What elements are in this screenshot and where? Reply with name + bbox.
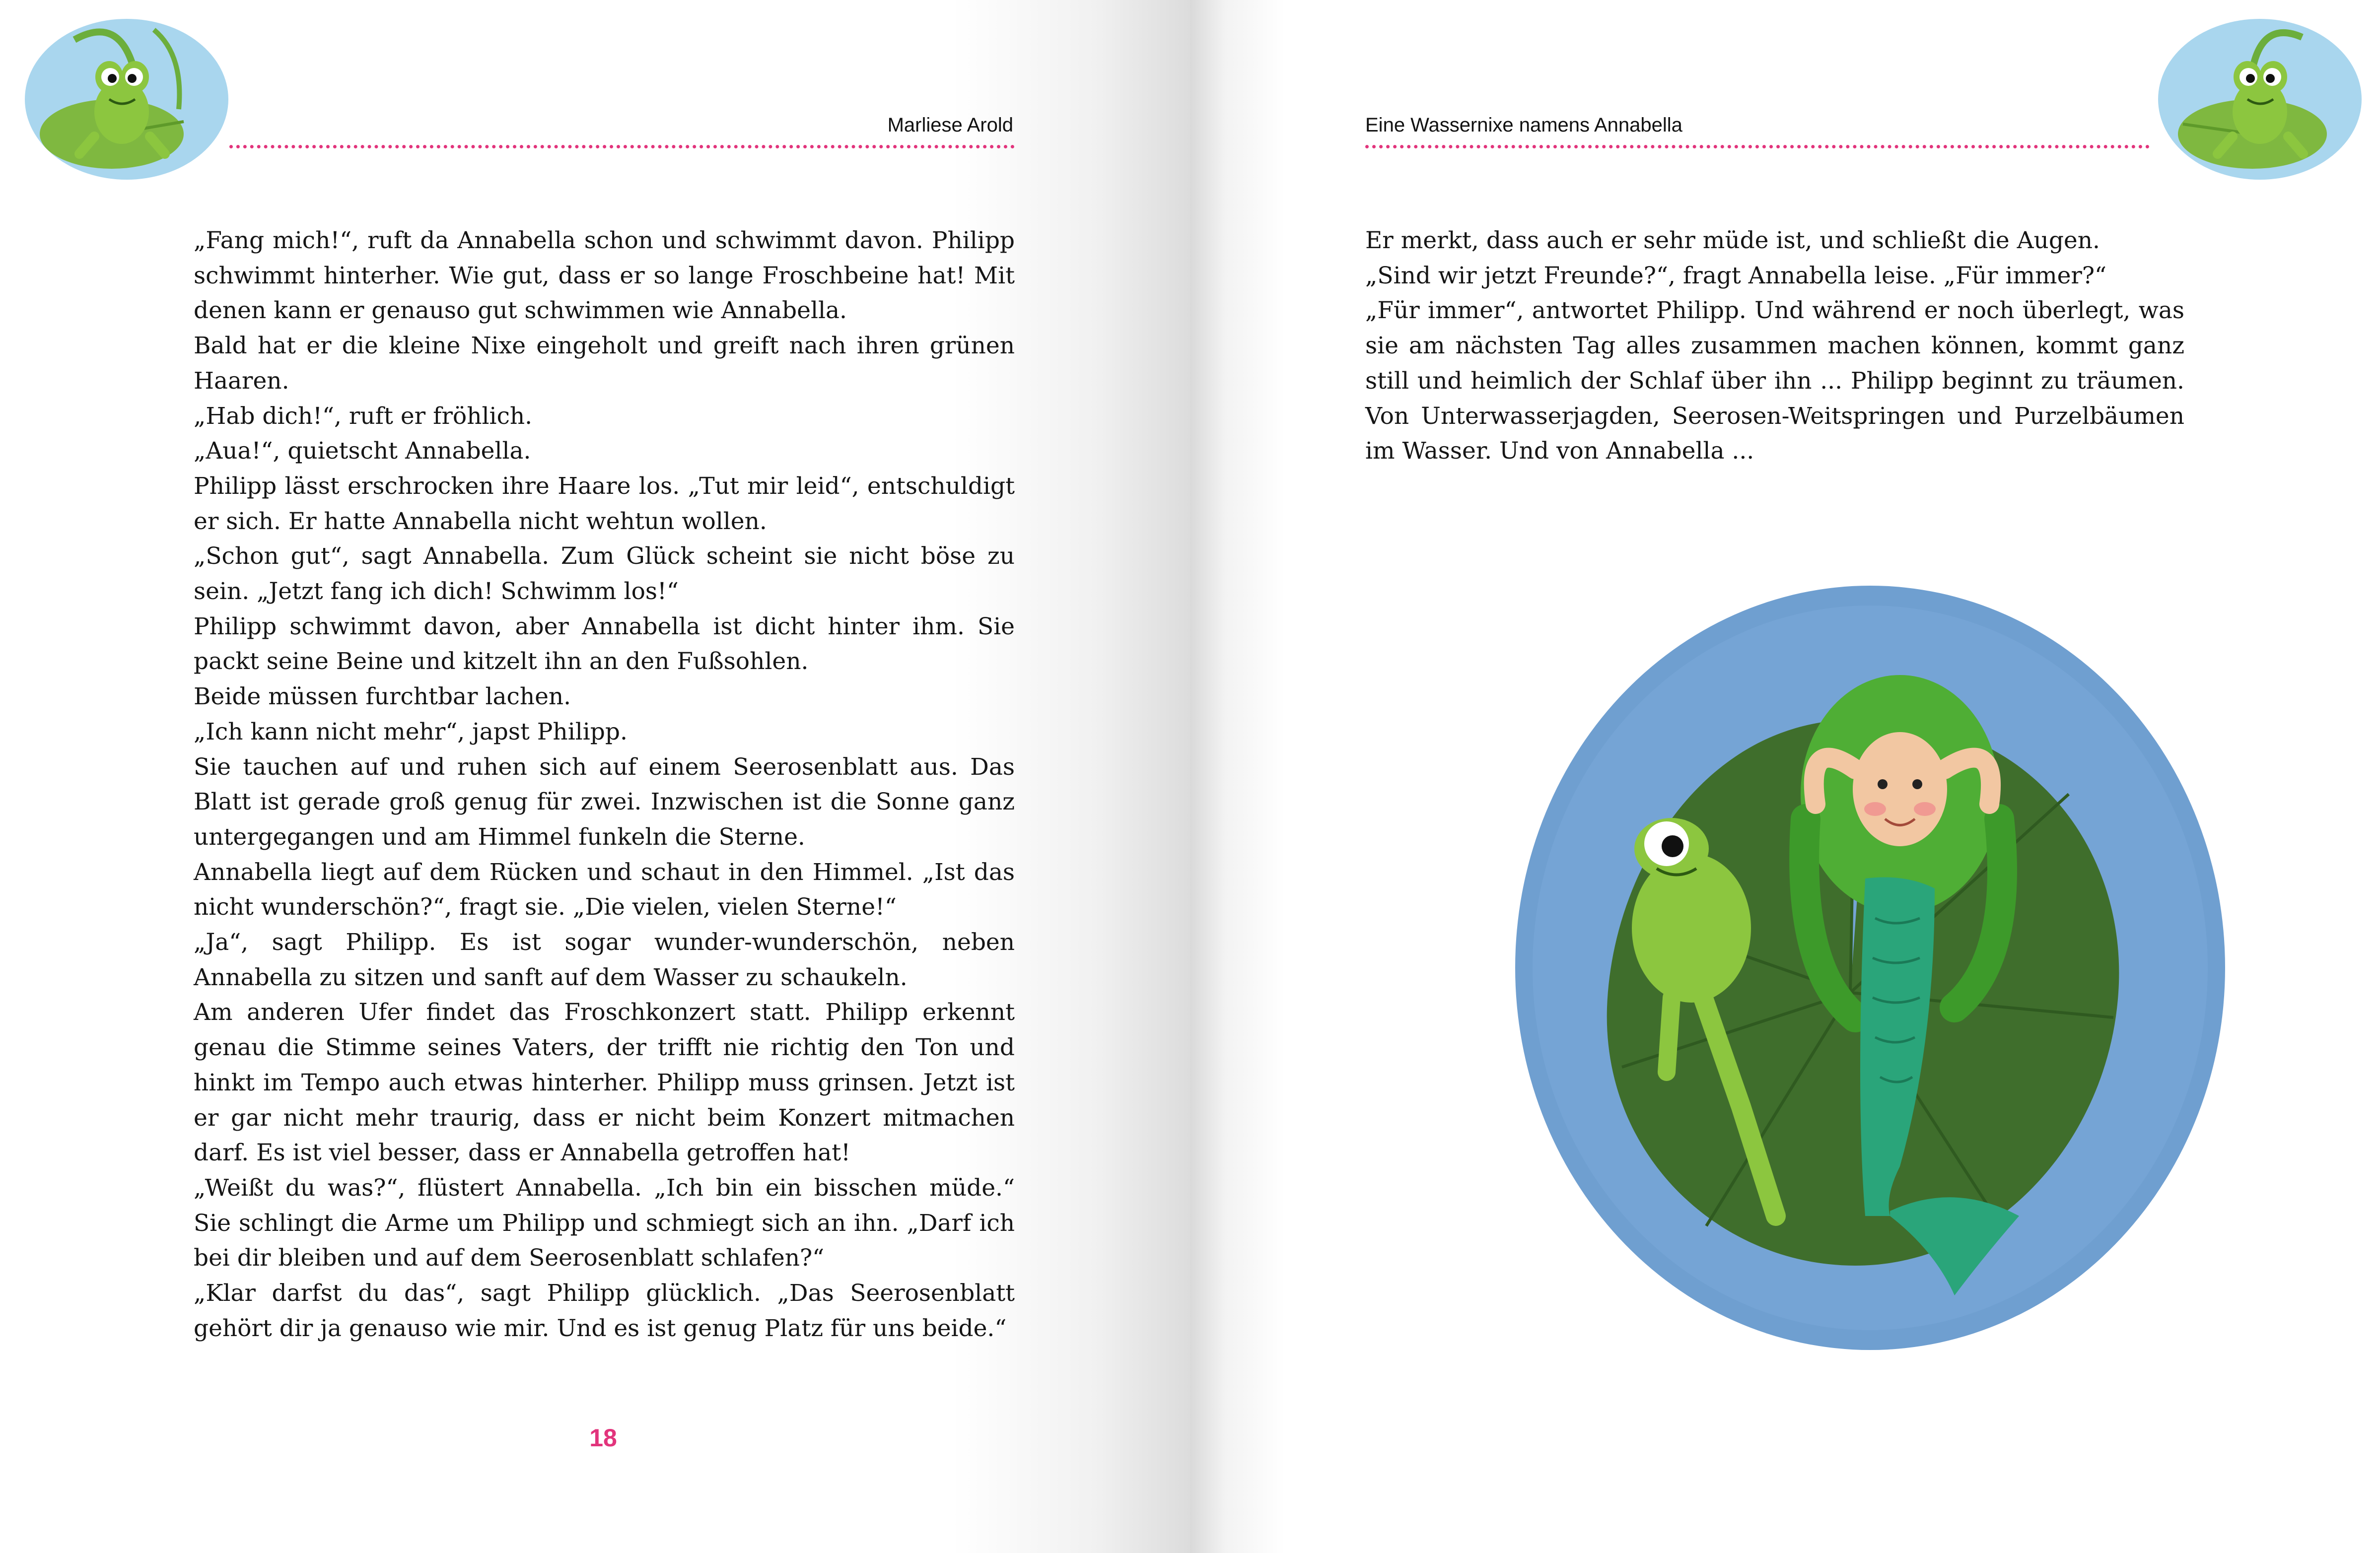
- frog-on-lily-pad-icon: [20, 10, 233, 184]
- left-body-text: [194, 223, 1015, 1347]
- paragraph: Annabella liegt auf dem Rücken und schaut in den Himmel. „Ist das nicht wunderschön?“, fragt sie. „Die vielen, vielen Sterne!“: [194, 858, 1015, 921]
- paragraph: „Klar darfst du das“, sagt Philipp glücklich. „Das Seerosenblatt gehört dir ja genauso wie mir. Und es ist genug Platz für uns beide.“: [194, 1280, 1015, 1342]
- paragraph: „Weißt du was?“, flüstert Annabella. „Ich bin ein bisschen müde.“ Sie schlingt die Arme um Philipp und schmiegt sich an ihn. „Darf ich bei dir bleiben und auf dem Seerosenblatt schlafen?“: [194, 1174, 1015, 1272]
- paragraph: Philipp schwimmt davon, aber Annabella ist dicht hinter ihm. Sie packt seine Beine und kitzelt ihn an den Fußsohlen.: [194, 612, 1015, 675]
- paragraph: „Ich kann nicht mehr“, japst Philipp.: [194, 718, 628, 745]
- paragraph: „Schon gut“, sagt Annabella. Zum Glück scheint sie nicht böse zu sein. „Jetzt fang ich dich! Schwimm los!“: [194, 542, 1015, 606]
- frog-on-lily-pad-icon: [2153, 10, 2367, 184]
- paragraph: Sie tauchen auf und ruhen sich auf einem Seerosenblatt aus. Das Blatt ist gerade groß genug für zwei. Inzwischen ist die Sonne ganz untergegangen und am Himmel funkeln die Sterne.: [194, 753, 1015, 851]
- paragraph: Er merkt, dass auch er sehr müde ist, und schließt die Augen.: [1365, 227, 2100, 254]
- paragraph: „Für immer“, antwortet Philipp. Und während er noch überlegt, was sie am nächsten Tag alles zusammen machen können, kommt ganz still und heimlich der Schlaf über ihn ... Philipp beginnt zu träumen. Von Unterwasserjagden, Seerosen-Weitspringen und Purzelbäumen im Wasser. Und von Annabella ...: [1365, 297, 2184, 465]
- header-divider: [1365, 145, 2150, 148]
- running-head-author: Marliese Arold: [887, 114, 1013, 136]
- paragraph: „Sind wir jetzt Freunde?“, fragt Annabella leise. „Für immer?“: [1365, 262, 2107, 289]
- paragraph: Philipp lässt erschrocken ihre Haare los. „Tut mir leid“, entschuldigt er sich. Er hatte Annabella nicht wehtun wollen.: [194, 472, 1015, 535]
- paragraph: „Aua!“, quietscht Annabella.: [194, 437, 531, 465]
- header-divider: [229, 145, 1015, 148]
- right-body-text: [1365, 223, 2184, 469]
- right-page: [1190, 0, 2380, 1553]
- paragraph: Am anderen Ufer findet das Froschkonzert statt. Philipp erkennt genau die Stimme seines Vaters, der trifft nie richtig den Ton und hinkt im Tempo auch etwas hinterher. Philipp muss grinsen. Jetzt ist er gar nicht mehr traurig, dass er nicht beim Konzert mitmachen darf. Es ist viel besser, dass er Annabella getroffen hat!: [194, 999, 1015, 1167]
- running-head-title: Eine Wassernixe namens Annabella: [1365, 114, 1682, 136]
- paragraph: Bald hat er die kleine Nixe eingeholt und greift nach ihren grünen Haaren.: [194, 332, 1015, 395]
- paragraph: „Hab dich!“, ruft er fröhlich.: [194, 402, 533, 430]
- frog-and-mermaid-illustration: [1508, 571, 2233, 1355]
- paragraph: „Fang mich!“, ruft da Annabella schon und schwimmt davon. Philipp schwimmt hinterher. Wie gut, dass er so lange Froschbeine hat! Mit denen kann er genauso gut schwimmen wie Annabella.: [194, 227, 1015, 325]
- paragraph: „Ja“, sagt Philipp. Es ist sogar wunder-wunderschön, neben Annabella zu sitzen und sanft auf dem Wasser zu schaukeln.: [194, 929, 1015, 991]
- paragraph: Beide müssen furchtbar lachen.: [194, 683, 571, 711]
- page-number: 18: [589, 1424, 617, 1452]
